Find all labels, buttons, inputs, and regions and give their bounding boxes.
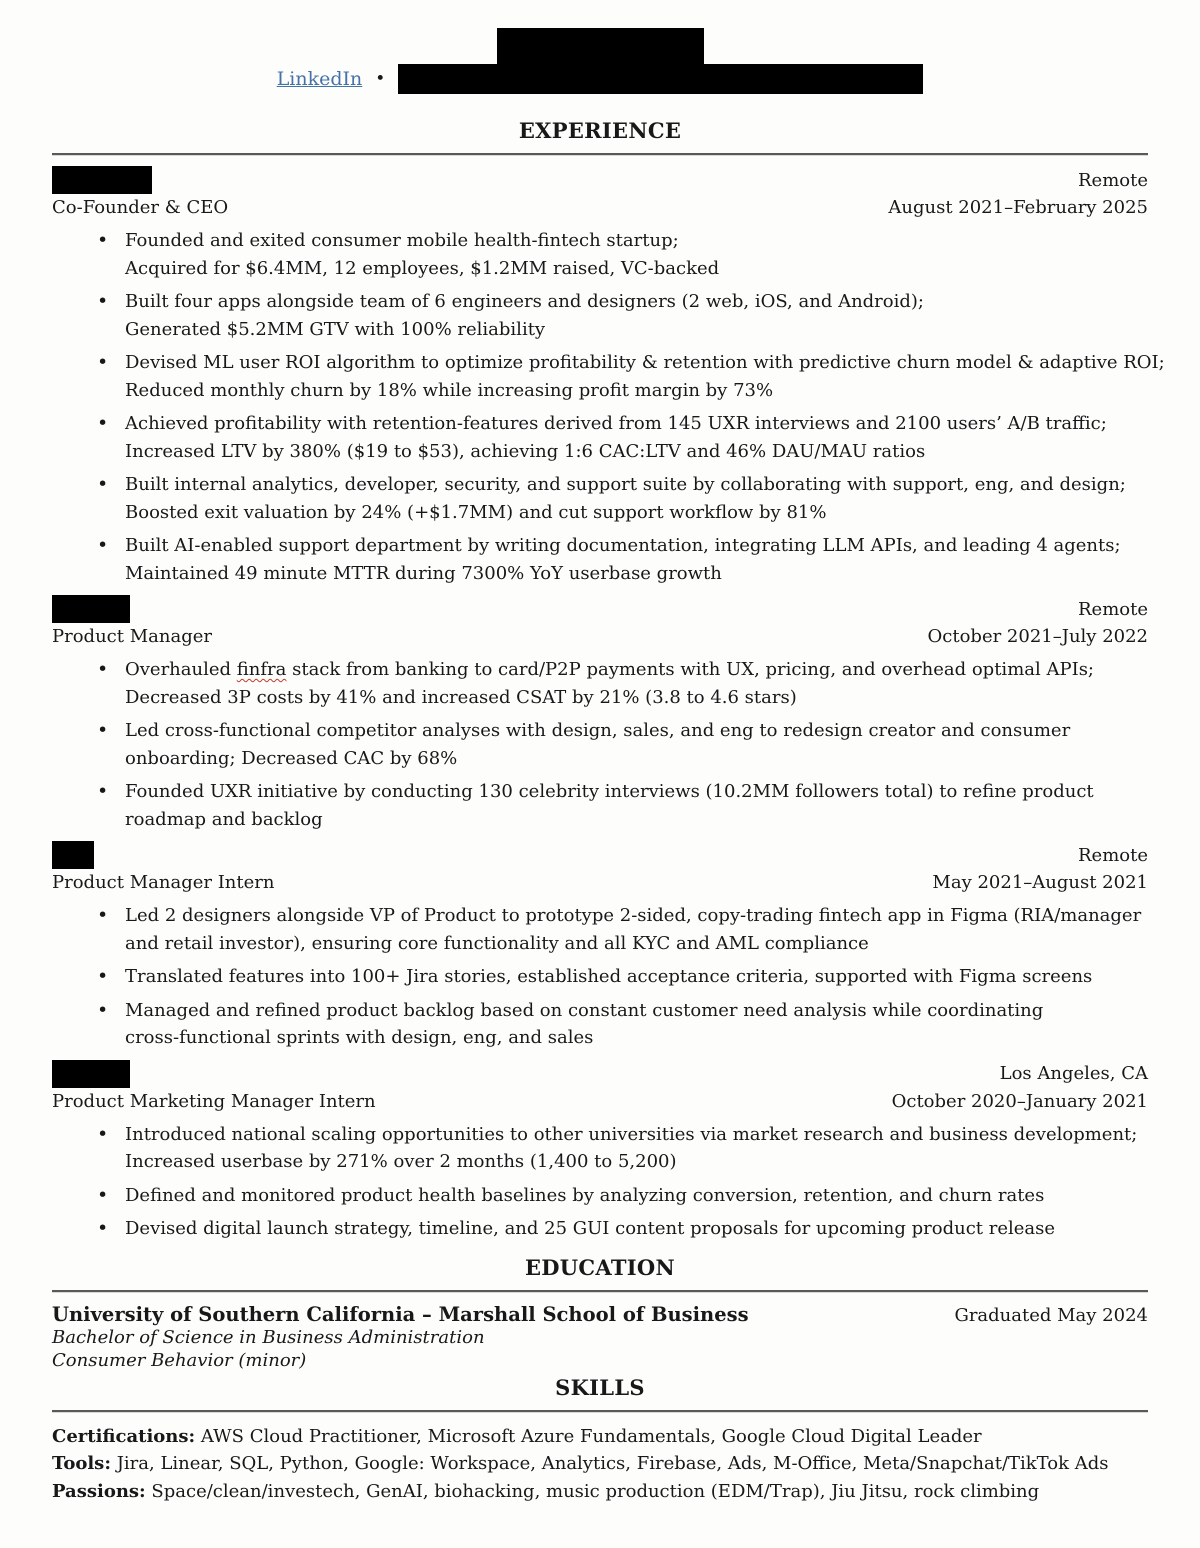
job-entry: [52, 841, 1148, 1052]
job-title: Product Manager Intern: [52, 872, 275, 893]
job-company-row: [52, 595, 1148, 623]
bullet-item: [95, 1121, 1148, 1176]
experience-rule: [52, 153, 1148, 155]
job-location: Los Angeles, CA: [999, 1063, 1148, 1084]
job-company-row: [52, 166, 1148, 194]
bullet-line: • Founded and exited consumer mobile health-fintech startup;: [125, 230, 679, 251]
job-entry: [52, 1060, 1148, 1243]
experience-heading: EXPERIENCE: [518, 118, 682, 143]
bullet-item: [95, 656, 1148, 711]
bullet-item: [95, 1182, 1148, 1210]
job-title-row: [52, 870, 1148, 895]
skill-category-label: Certifications:: [52, 1425, 196, 1447]
skill-category-line: [52, 1478, 1148, 1506]
linkedin-link[interactable]: LinkedIn: [276, 68, 363, 90]
bullet-item: [95, 997, 1148, 1052]
redacted-company-block: [52, 166, 152, 194]
skill-category-label: Passions:: [52, 1480, 146, 1502]
job-bullets: [95, 227, 1165, 587]
job-title: Product Manager: [52, 626, 212, 647]
minor-line: Consumer Behavior (minor): [52, 1350, 307, 1371]
redacted-contact-block: [398, 64, 923, 94]
job-company-row: [52, 1060, 1148, 1088]
degree-line: Bachelor of Science in Business Administration: [52, 1326, 485, 1348]
skill-category-items: Space/clean/investech, GenAI, biohacking, music production (EDM/Trap), Jiu Jitsu, rock climbing: [145, 1480, 1040, 1502]
school-name: University of Southern California – Marshall School of Business: [52, 1302, 749, 1326]
bullet-item: [95, 288, 1148, 343]
skills-heading: SKILLS: [555, 1374, 645, 1400]
graduation-date: Graduated May 2024: [954, 1304, 1148, 1326]
bullet-item: [95, 227, 1148, 282]
skills-list: [52, 1423, 1148, 1506]
bullet-item: [95, 349, 1165, 404]
bullet-item: [95, 471, 1148, 526]
job-title: Product Marketing Manager Intern: [52, 1090, 376, 1112]
skill-category-items: Jira, Linear, SQL, Python, Google: Workspace, Analytics, Firebase, Ads, M-Office, Meta/Snapchat/TikTok Ads: [110, 1453, 1109, 1474]
bullet-line: • Led 2 designers alongside VP of Product to prototype 2-sided, copy-trading fintech app in Figma (RIA/manager: [125, 905, 1142, 926]
skill-category-items: AWS Cloud Practitioner, Microsoft Azure Fundamentals, Google Cloud Digital Leader: [195, 1425, 982, 1447]
job-entry: [52, 166, 1165, 587]
bullet-line: • Introduced national scaling opportunities to other universities via market research and business development;: [125, 1123, 1138, 1145]
bullet-line: • Overhauled finfra stack from banking to card/P2P payments with UX, pricing, and overhead optimal APIs;: [125, 659, 1094, 680]
education-entry: [52, 1303, 1148, 1326]
education-heading: EDUCATION: [524, 1254, 676, 1280]
job-bullets: [95, 902, 1148, 1052]
bullet-line: • Devised ML user ROI algorithm to optimize profitability & retention with predictive churn model & adaptive ROI;: [125, 352, 1165, 373]
bullet-line: • Founded UXR initiative by conducting 130 celebrity interviews (10.2MM followers total) to refine product: [125, 781, 1094, 802]
bullet-line: Reduced monthly churn by 18% while increasing profit margin by 73%: [125, 379, 774, 401]
job-title-row: [52, 195, 1148, 220]
bullet-line: • Built internal analytics, developer, security, and support suite by collaborating with support, eng, and design;: [125, 474, 1126, 495]
bullet-line: • Built four apps alongside team of 6 engineers and designers (2 web, iOS, and Android);: [125, 291, 924, 312]
skill-category-line: [52, 1423, 1148, 1451]
bullet-line: Generated $5.2MM GTV with 100% reliability: [125, 318, 546, 340]
contact-line: [277, 64, 924, 94]
bullet-line: Acquired for $6.4MM, 12 employees, $1.2MM raised, VC-backed: [125, 257, 720, 279]
contact-header: [52, 28, 1148, 94]
job-dates: August 2021–February 2025: [888, 197, 1148, 218]
bullet-line: cross-functional sprints with design, eng, and sales: [125, 1027, 594, 1048]
bullet-line: Increased LTV by 380% ($19 to $53), achieving 1:6 CAC:LTV and 46% DAU/MAU ratios: [125, 440, 926, 462]
spellchecked-word: finfra: [236, 659, 287, 680]
bullet-line: • Built AI-enabled support department by writing documentation, integrating LLM APIs, and leading 4 agents;: [125, 535, 1121, 556]
bullet-line: • Devised digital launch strategy, timeline, and 25 GUI content proposals for upcoming product release: [125, 1218, 1056, 1239]
job-title-row: [52, 1089, 1148, 1114]
bullet-line: and retail investor), ensuring core functionality and all KYC and AML compliance: [125, 932, 869, 954]
job-title: Co-Founder & CEO: [52, 197, 229, 218]
bullet-item: [95, 410, 1148, 465]
job-dates: October 2020–January 2021: [891, 1090, 1148, 1112]
skills-rule: [52, 1410, 1148, 1412]
experience-jobs: [52, 166, 1165, 1243]
job-dates: May 2021–August 2021: [932, 872, 1148, 893]
bullet-line: Maintained 49 minute MTTR during 7300% YoY userbase growth: [125, 562, 722, 584]
job-location: Remote: [1078, 844, 1148, 866]
redacted-company-block: [52, 841, 94, 869]
bullet-item: [95, 1215, 1148, 1243]
bullet-line: onboarding; Decreased CAC by 68%: [125, 747, 458, 769]
bullet-line: • Managed and refined product backlog based on constant customer need analysis while coordinating: [125, 999, 1044, 1021]
bullet-item: [95, 902, 1148, 957]
bullet-line: roadmap and backlog: [125, 808, 323, 830]
bullet-line: • Translated features into 100+ Jira stories, established acceptance criteria, supported with Figma screens: [125, 966, 1093, 987]
bullet-item: [95, 717, 1148, 772]
redacted-company-block: [52, 595, 130, 623]
redacted-name-block: [497, 28, 704, 64]
job-entry: [52, 595, 1148, 833]
skill-category-label: Tools:: [52, 1453, 111, 1474]
job-bullets: [95, 656, 1148, 833]
separator-dot: •: [375, 69, 386, 89]
job-company-row: [52, 841, 1148, 869]
bullet-line: Boosted exit valuation by 24% (+$1.7MM) and cut support workflow by 81%: [125, 501, 827, 523]
redacted-company-block: [52, 1060, 130, 1088]
job-location: Remote: [1078, 169, 1148, 191]
job-title-row: [52, 624, 1148, 649]
bullet-line: • Defined and monitored product health baselines by analyzing conversion, retention, and churn rates: [125, 1184, 1045, 1206]
bullet-line: Decreased 3P costs by 41% and increased CSAT by 21% (3.8 to 4.6 stars): [125, 686, 797, 708]
bullet-line: • Achieved profitability with retention-features derived from 145 UXR interviews and 2100 users’ A/B traffic;: [125, 413, 1107, 434]
skill-category-line: [52, 1450, 1148, 1478]
bullet-item: [95, 963, 1148, 991]
bullet-item: [95, 532, 1148, 587]
bullet-line: • Led cross-functional competitor analyses with design, sales, and eng to redesign creator and consumer: [125, 720, 1071, 741]
bullet-line: Increased userbase by 271% over 2 months (1,400 to 5,200): [125, 1151, 677, 1172]
bullet-item: [95, 778, 1148, 833]
education-rule: [52, 1290, 1148, 1292]
job-dates: October 2021–July 2022: [927, 626, 1148, 647]
job-bullets: [95, 1121, 1148, 1243]
job-location: Remote: [1078, 598, 1148, 620]
